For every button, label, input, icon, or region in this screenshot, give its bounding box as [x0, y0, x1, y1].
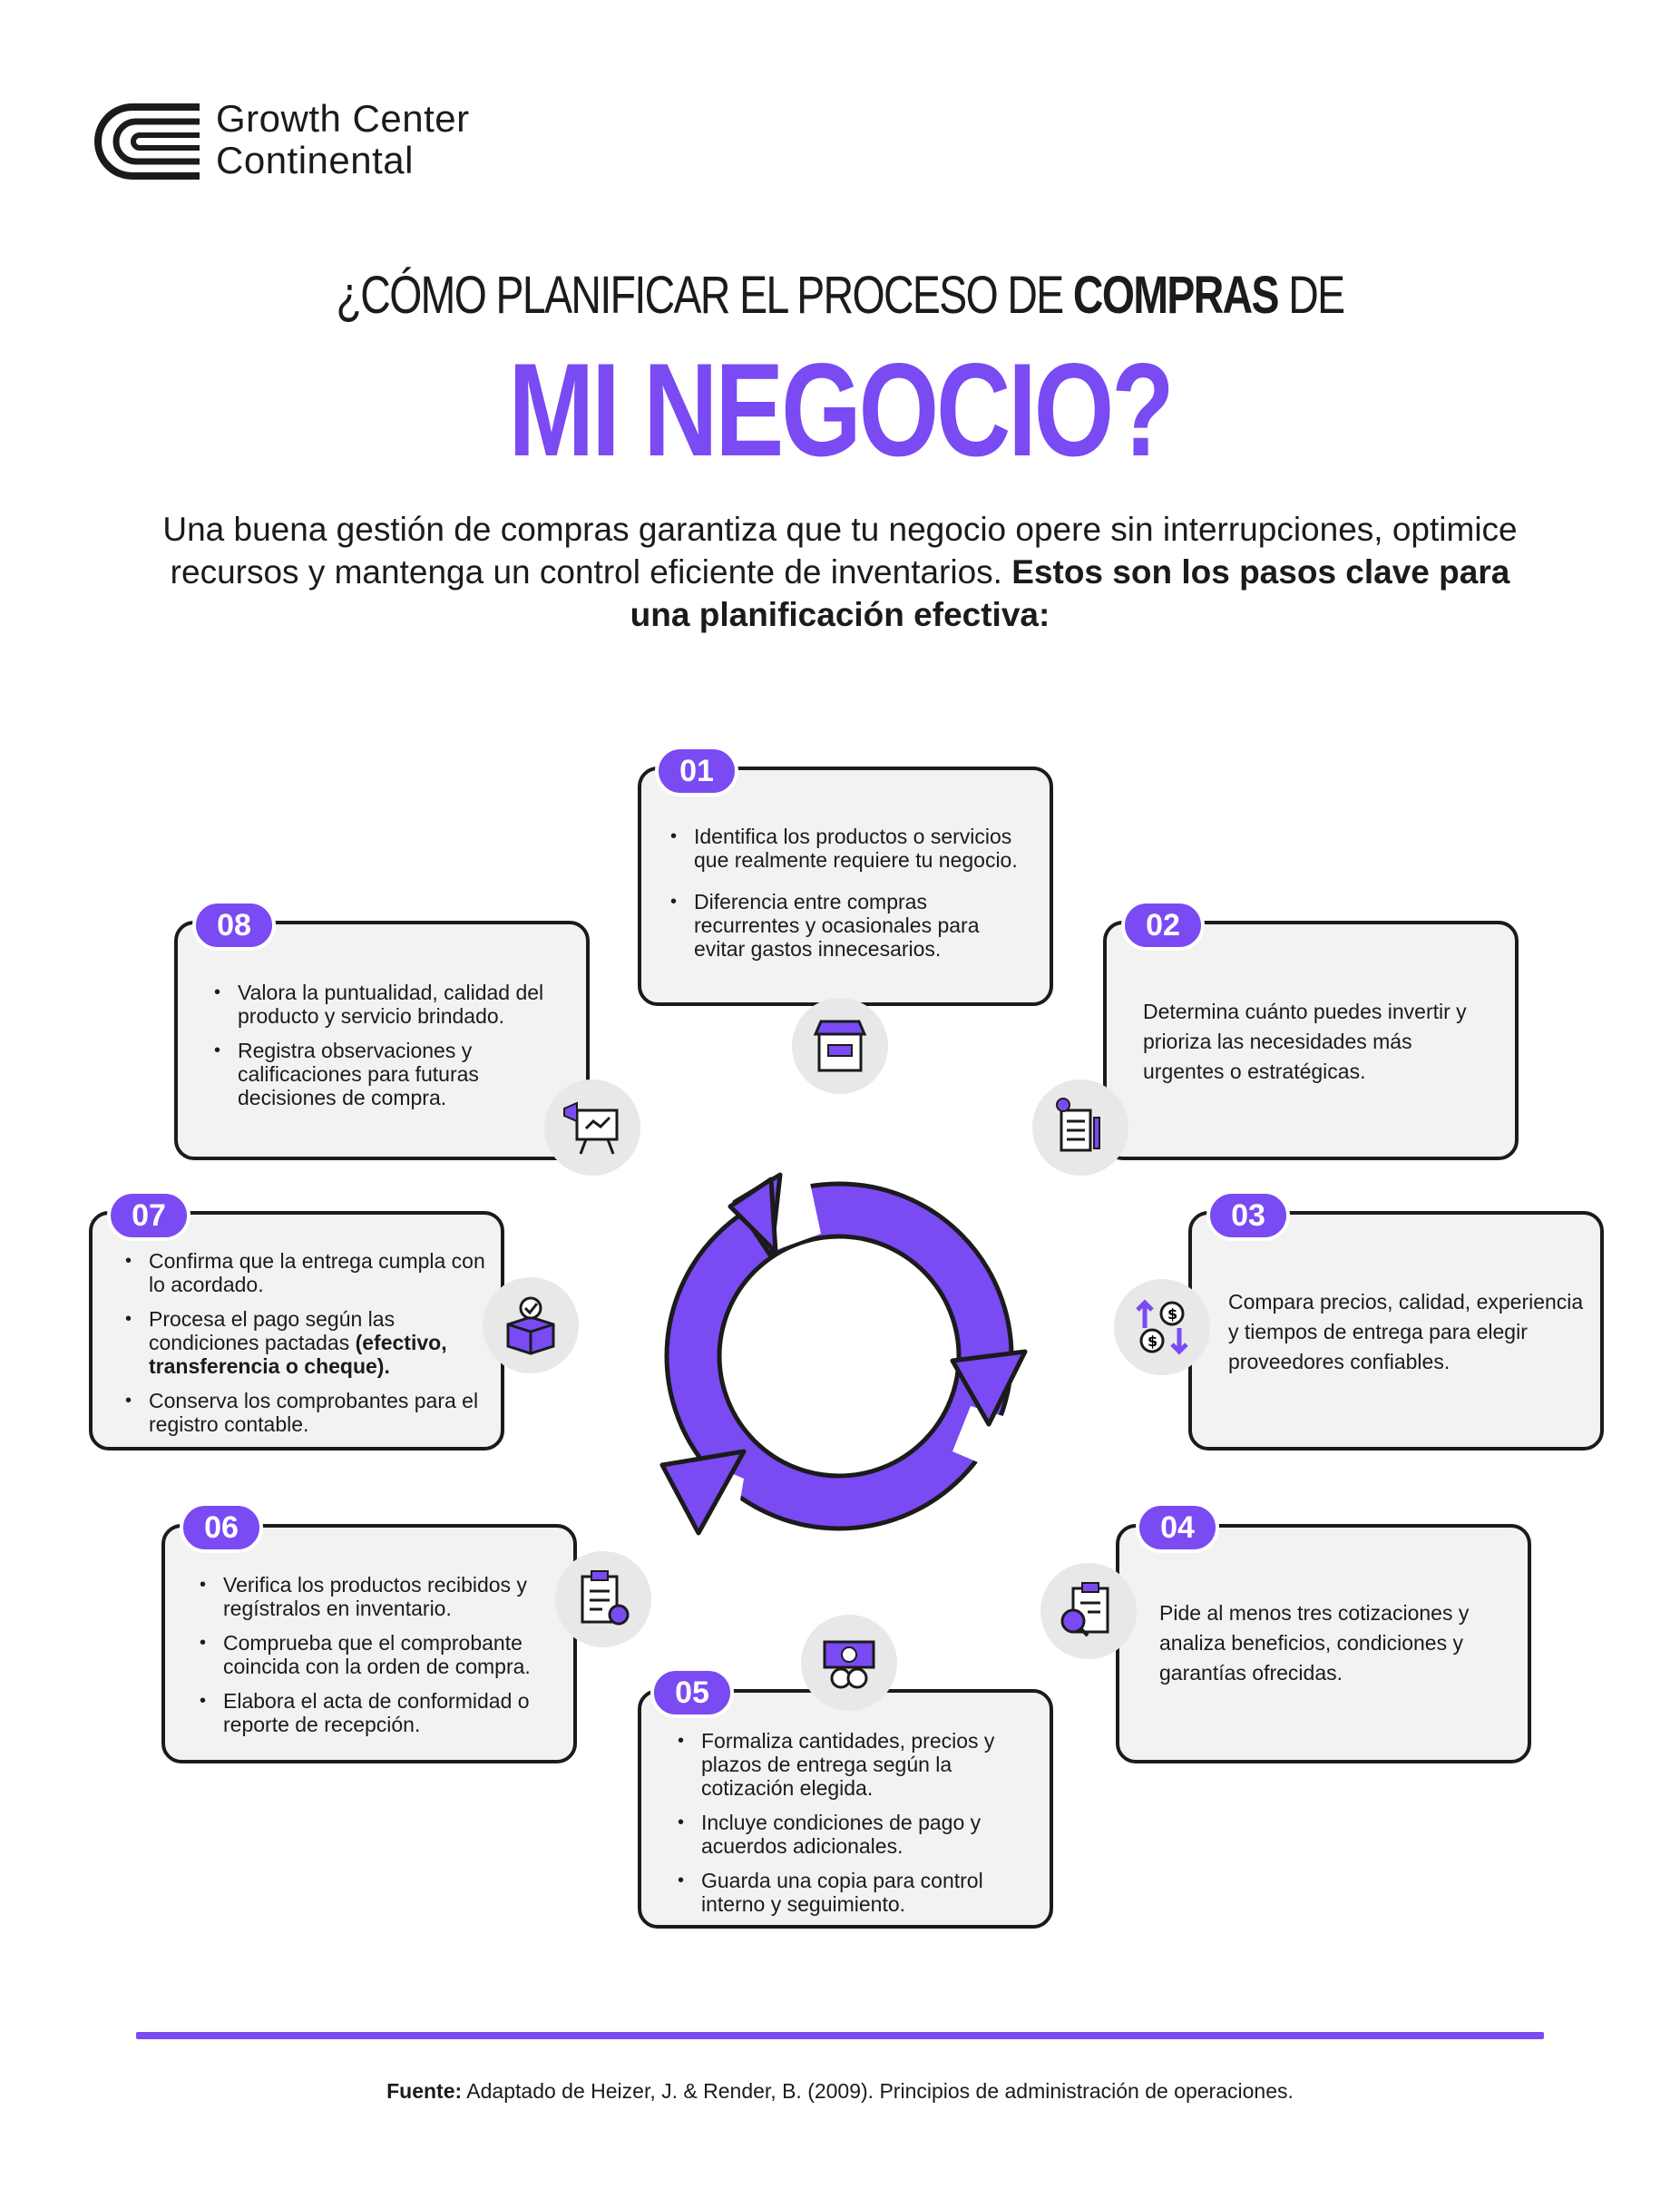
cycle-arrows-icon [626, 1152, 1052, 1551]
step-card-01 [638, 767, 1053, 1006]
list-item: • Elabora el acta de conformidad o reporte de recepción. [200, 1689, 562, 1736]
step-text-04: Pide al menos tres cotizaciones y analiza beneficios, condiciones y garantías ofrecidas. [1159, 1601, 1470, 1685]
step-badge-05: 05 [650, 1667, 734, 1718]
list-item: • Conserva los comprobantes para el registro contable. [125, 1389, 488, 1436]
step-text-02: Determina cuánto puedes invertir y prioriza las necesidades más urgentes o estratégicas. [1143, 1000, 1467, 1083]
step-badge-04: 04 [1136, 1502, 1219, 1553]
step-card-08 [174, 921, 590, 1160]
list-item: • Valora la puntualidad, calidad del producto y servicio brindado. [214, 981, 568, 1028]
list-item: • Identifica los productos o servicios que realmente requiere tu negocio. [670, 825, 1033, 872]
svg-text:$: $ [1148, 1333, 1158, 1350]
delivery-box-icon [483, 1277, 579, 1373]
page-title: MI NEGOCIO? [508, 336, 1172, 484]
growth-center-logo-icon [94, 103, 203, 180]
step-card-05 [638, 1689, 1053, 1929]
title-line-1: ¿CÓMO PLANIFICAR EL PROCESO DE COMPRAS DE [336, 266, 1344, 325]
list-item: • Diferencia entre compras recurrentes y ocasionales para evitar gastos innecesarios. [670, 890, 1033, 961]
svg-text:$: $ [1167, 1305, 1178, 1323]
step-card-06 [161, 1524, 577, 1763]
list-item: • Confirma que la entrega cumpla con lo acordado. [125, 1249, 488, 1296]
price-compare-icon [1114, 1279, 1210, 1375]
intro-text: Una buena gestión de compras garantiza que tu negocio opere sin interrupciones, optimice recursos y mantenga un control eficiente de inventarios. Estos son los pasos clave para una planificación efectiva: [162, 511, 1518, 633]
step-card-04 [1116, 1524, 1531, 1763]
step-badge-02: 02 [1121, 900, 1205, 951]
step-card-07 [89, 1211, 504, 1451]
step-badge-03: 03 [1206, 1190, 1290, 1241]
list-item: • Procesa el pago según las condiciones pactadas (efectivo, transferencia o cheque). [125, 1307, 488, 1378]
list-item: • Registra observaciones y calificaciones para futuras decisiones de compra. [214, 1039, 568, 1109]
list-item: • Guarda una copia para control interno y seguimiento. [678, 1869, 1031, 1916]
step-badge-06: 06 [180, 1502, 263, 1553]
divider [136, 2032, 1544, 2039]
list-item: • Comprueba que el comprobante coincida con la orden de compra. [200, 1631, 562, 1678]
quote-review-icon [1040, 1563, 1137, 1659]
source-citation: Fuente: Adaptado de Heizer, J. & Render, B. (2009). Principios de administración de operaciones. [386, 2079, 1294, 2103]
step-badge-08: 08 [192, 900, 276, 951]
list-item: • Formaliza cantidades, precios y plazos de entrega según la cotización elegida. [678, 1729, 1031, 1800]
list-item: • Verifica los productos recibidos y regístralos en inventario. [200, 1573, 562, 1620]
step-card-03 [1188, 1211, 1604, 1451]
evaluation-board-icon [544, 1079, 640, 1176]
budget-checklist-icon [1032, 1079, 1128, 1176]
step-badge-07: 07 [107, 1190, 190, 1241]
step-text-03: Compara precios, calidad, experiencia y tiempos de entrega para elegir proveedores confiables. [1228, 1290, 1584, 1373]
list-item: • Incluye condiciones de pago y acuerdos adicionales. [678, 1811, 1031, 1858]
step-badge-01: 01 [655, 746, 738, 796]
brand-name: Growth Center Continental [216, 97, 470, 181]
inventory-clipboard-icon [555, 1551, 651, 1647]
market-stall-icon [792, 998, 888, 1094]
step-card-02 [1103, 921, 1519, 1160]
money-payment-icon [801, 1615, 897, 1711]
